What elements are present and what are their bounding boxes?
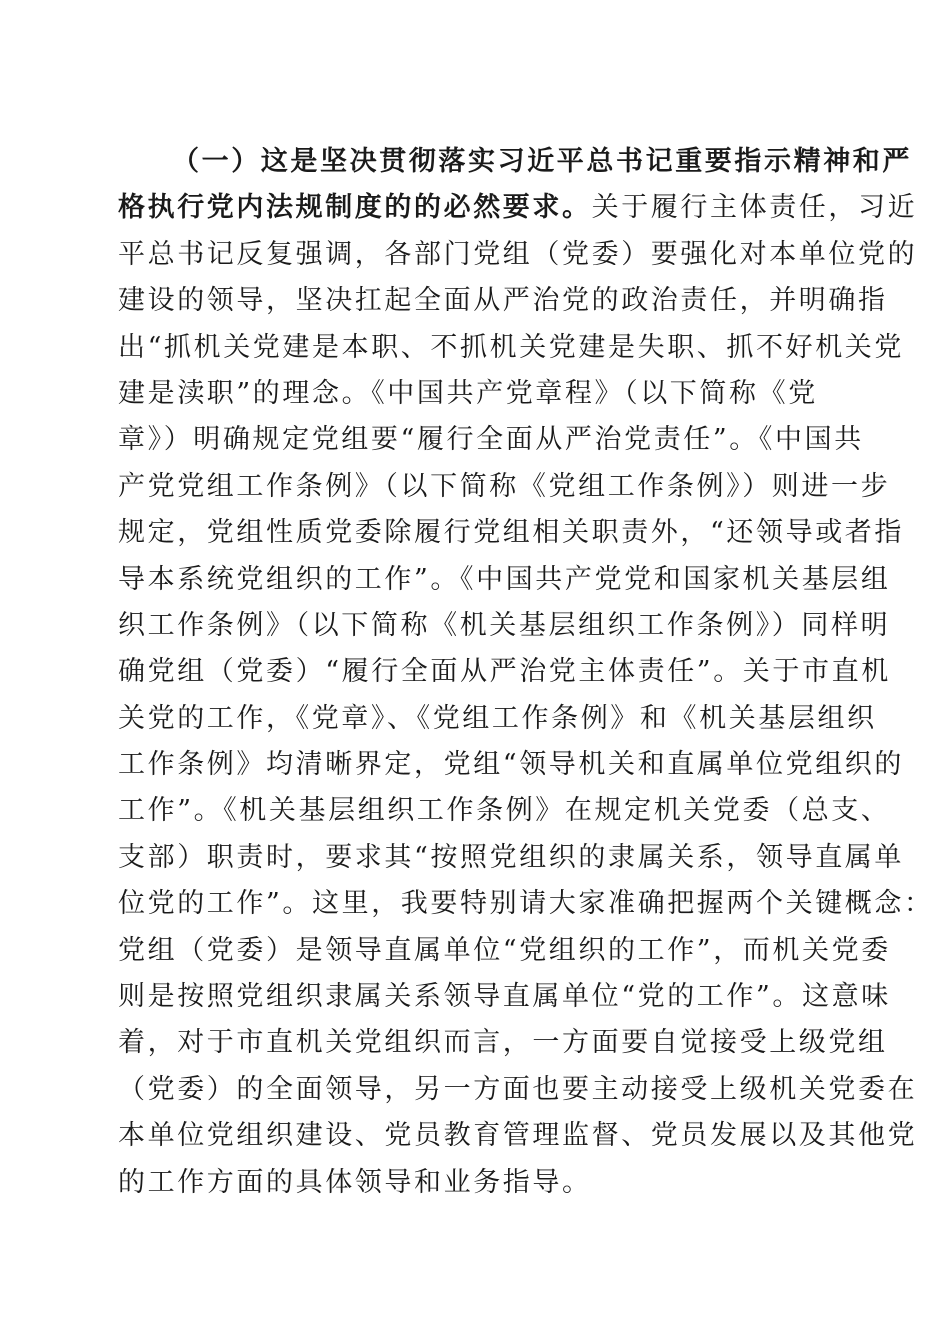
paragraph-line: 导本系统党组织的工作”。《中国共产党党和国家机关基层组 bbox=[118, 563, 891, 595]
paragraph-line: 的工作方面的具体领导和业务指导。 bbox=[118, 1166, 592, 1198]
paragraph-line bbox=[118, 185, 918, 231]
paragraph-line: （一）这是坚决贯彻落实习近平总书记重要指示精神和严 bbox=[172, 146, 912, 177]
paragraph-line: 章》）明确规定党组要“履行全面从严治党责任”。《中国共 bbox=[118, 424, 864, 456]
paragraph-line: 工作条例》均清晰界定，党组“领导机关和直属单位党组织的 bbox=[118, 749, 905, 781]
paragraph-line: 规定，党组性质党委除履行党组相关职责外，“还领导或者指 bbox=[118, 517, 905, 549]
paragraph-line: 建是渎职”的理念。《中国共产党章程》（以下简称《党 bbox=[118, 377, 818, 409]
paragraph-line: 本单位党组织建设、党员教育管理监督、党员发展以及其他党 bbox=[118, 1120, 918, 1152]
paragraph-line: 确党组（党委）“履行全面从严治党主体责任”。关于市直机 bbox=[118, 656, 891, 688]
paragraph-line: 平总书记反复强调，各部门党组（党委）要强化对本单位党的 bbox=[118, 238, 918, 270]
paragraph-line: 产党党组工作条例》（以下简称《党组工作条例》）则进一步 bbox=[118, 470, 891, 502]
paragraph-line: 工作”。《机关基层组织工作条例》在规定机关党委（总支、 bbox=[118, 795, 891, 827]
paragraph-line: 织工作条例》（以下简称《机关基层组织工作条例》）同样明 bbox=[118, 609, 891, 641]
paragraph-line: 则是按照党组织隶属关系领导直属单位“党的工作”。这意味 bbox=[118, 981, 891, 1013]
body-paragraph bbox=[118, 139, 934, 1206]
paragraph-line: 位党的工作”。这里，我要特别请大家准确把握两个关键概念： bbox=[118, 888, 934, 920]
heading-continuation: 格执行党内法规制度的的必然要求。 bbox=[118, 192, 592, 224]
paragraph-line: 支部）职责时，要求其“按照党组织的隶属关系，领导直属单 bbox=[118, 841, 905, 873]
paragraph-line: 关党的工作，《党章》、《党组工作条例》和《机关基层组织 bbox=[118, 702, 877, 734]
paragraph-line: 着，对于市直机关党组织而言，一方面要自觉接受上级党组 bbox=[118, 1027, 888, 1059]
paragraph-line: 出“抓机关党建是本职、不抓机关党建是失职、抓不好机关党 bbox=[118, 331, 905, 363]
paragraph-line: 建设的领导，坚决扛起全面从严治党的政治责任，并明确指 bbox=[118, 285, 888, 317]
paragraph-line: （党委）的全面领导，另一方面也要主动接受上级机关党委在 bbox=[118, 1073, 918, 1105]
paragraph-line: 党组（党委）是领导直属单位“党组织的工作”，而机关党委 bbox=[118, 934, 891, 966]
body-text: 关于履行主体责任，习近 bbox=[591, 192, 918, 224]
